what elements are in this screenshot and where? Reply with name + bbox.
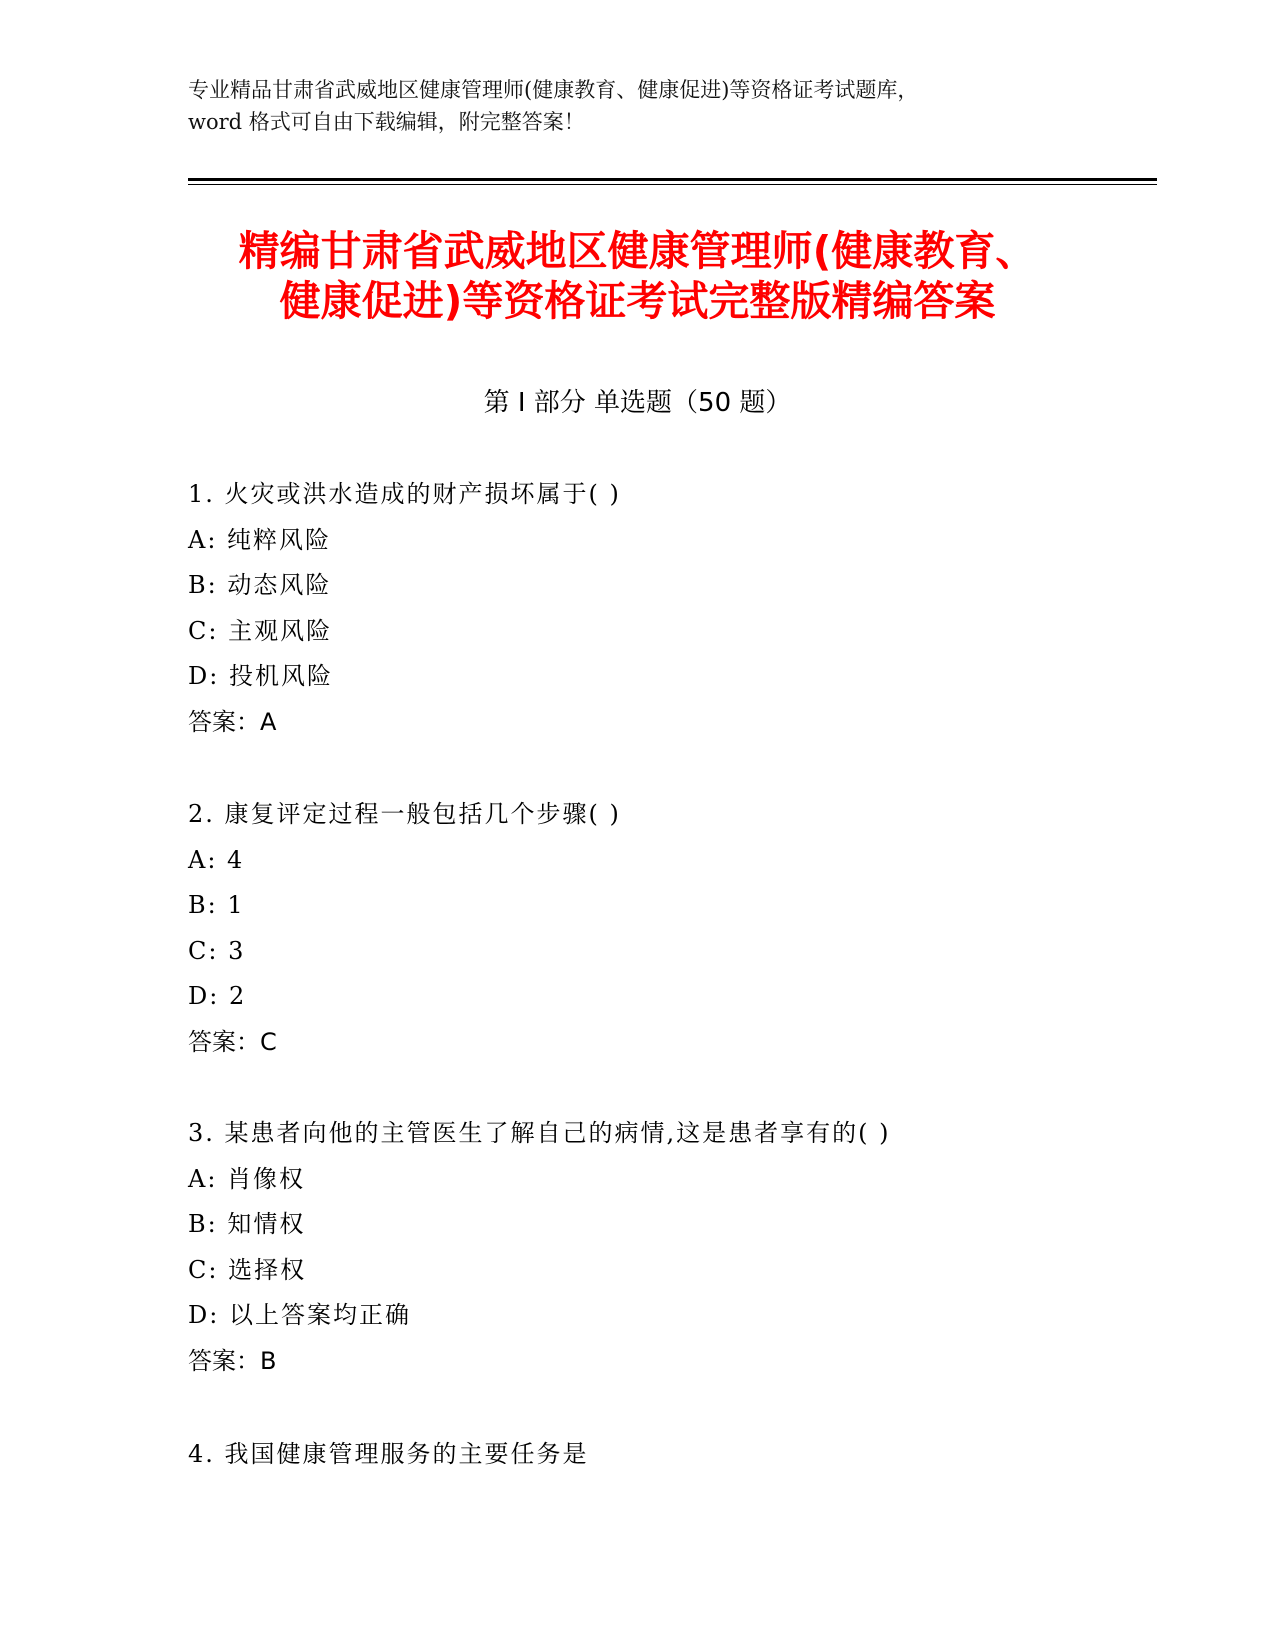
option-c: C: 主观风险: [188, 616, 333, 645]
option-a: A: 肖像权: [188, 1164, 306, 1193]
header-note-line-2: word 格式可自由下载编辑，附完整答案！: [188, 110, 585, 134]
option-b: B: 动态风险: [188, 571, 332, 599]
section-title: 第 I 部分 单选题（50 题）: [483, 388, 792, 418]
option-c: C: 3: [188, 936, 246, 965]
option-d: D: 以上答案均正确: [188, 1301, 411, 1329]
header-divider-thick: [188, 178, 1157, 181]
answer: 答案：B: [188, 1346, 277, 1375]
document-title-line-1: 精编甘肃省武威地区健康管理师(健康教育、: [238, 227, 1037, 275]
header-divider-thin: [188, 184, 1157, 185]
question-stem: 1. 火灾或洪水造成的财产损坏属于( ): [188, 480, 621, 508]
question-stem: 4. 我国健康管理服务的主要任务是: [188, 1440, 589, 1468]
header-note-line-1: 专业精品甘肃省武威地区健康管理师(健康教育、健康促进)等资格证考试题库，: [188, 78, 919, 102]
answer: 答案：C: [188, 1027, 277, 1056]
header-note: [188, 74, 1068, 138]
option-d: D: 2: [188, 982, 247, 1010]
question-4: [188, 1432, 1088, 1478]
question-3: [188, 1111, 1088, 1384]
question-1: [188, 472, 1088, 745]
document-title-line-2: 健康促进)等资格证考试完整版精编答案: [279, 277, 996, 325]
option-b: B: 1: [188, 891, 245, 919]
option-a: A: 4: [188, 845, 245, 874]
option-d: D: 投机风险: [188, 662, 333, 690]
question-stem: 3. 某患者向他的主管医生了解自己的病情,这是患者享有的( ): [188, 1119, 891, 1147]
document-title: [150, 226, 1125, 326]
option-b: B: 知情权: [188, 1210, 306, 1238]
option-c: C: 选择权: [188, 1255, 307, 1284]
question-2: [188, 792, 1088, 1065]
option-a: A: 纯粹风险: [188, 525, 332, 554]
answer: 答案：A: [188, 707, 277, 736]
question-stem: 2. 康复评定过程一般包括几个步骤( ): [188, 800, 621, 828]
